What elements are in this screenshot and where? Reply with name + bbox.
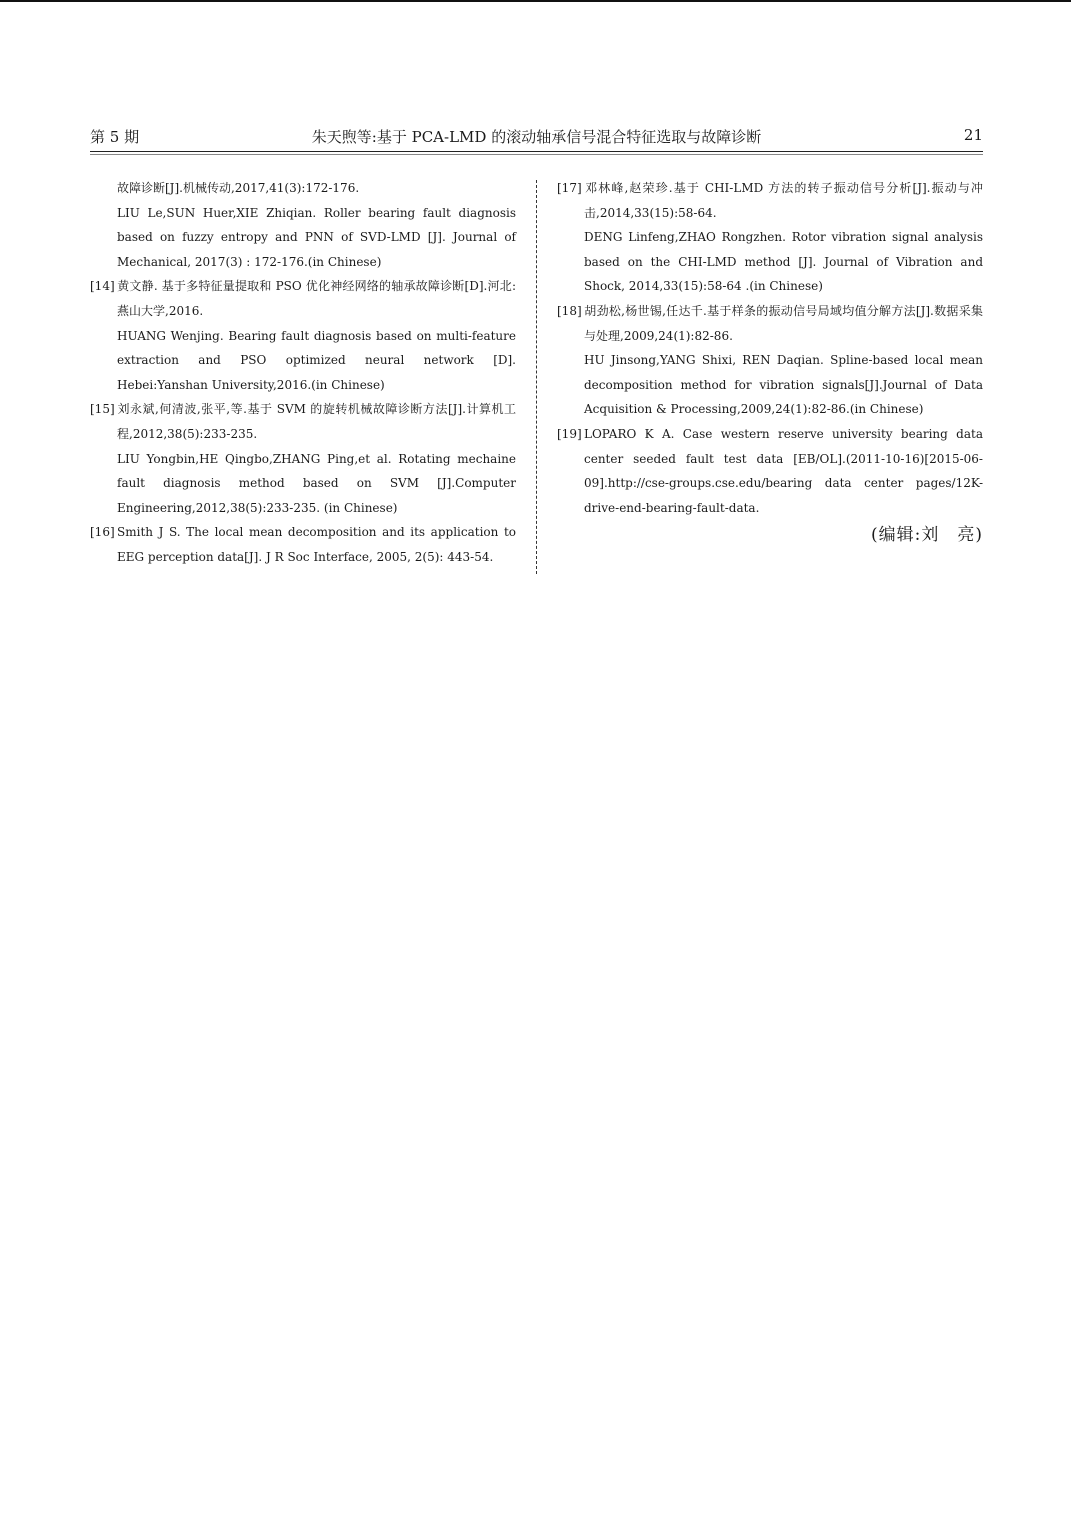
reference-en: HUANG Wenjing. Bearing fault diagnosis based on multi-feature extraction and PSO optimized neural network [D]. Hebei:Yanshan University,2016.(in Chinese) [117, 328, 516, 392]
reference-en: LIU Le,SUN Huer,XIE Zhiqian. Roller bearing fault diagnosis based on fuzzy entropy and PNN of SVD-LMD [J]. Journal of Mechanical, 2017(3) : 172-176.(in Chinese) [117, 205, 516, 269]
reference-zh: 故障诊断[J].机械传动,2017,41(3):172-176. [117, 181, 360, 195]
reference-number: [16] [90, 525, 115, 540]
reference-zh-text: 黄文静. 基于多特征量提取和 PSO 优化神经网络的轴承故障诊断[D].河北:燕山大学,2016. [117, 279, 516, 318]
issue-label: 第 5 期 [90, 128, 140, 146]
header-rule-thin [90, 154, 983, 155]
reference-number: [18] [557, 303, 582, 318]
editor-credit: (编辑:刘 亮) [871, 525, 983, 546]
reference-text: LOPARO K A. Case western reserve university bearing data center seeded fault test data [EB/OL].(2011-10-16)[2015-06-09].http://cse-groups.cse.edu/bearing data center pages/12K-drive-end-bearing-fault-data. [584, 426, 983, 515]
reference-zh-text: 邓林峰,赵荣珍.基于 CHI-LMD 方法的转子振动信号分析[J].振动与冲击,2014,33(15):58-64. [584, 181, 983, 220]
header-rule [90, 151, 983, 152]
reference-en: DENG Linfeng,ZHAO Rongzhen. Rotor vibration signal analysis based on the CHI-LMD method [J]. Journal of Vibration and Shock, 2014,33(15):58-64 .(in Chinese) [584, 230, 983, 294]
reference-number: [19] [557, 426, 582, 441]
reference-18 [557, 299, 983, 422]
reference-en: LIU Yongbin,HE Qingbo,ZHANG Ping,et al. Rotating mechaine fault diagnosis method based on SVM [J].Computer Engineering,2012,38(5):233-235. (in Chinese) [117, 451, 516, 515]
reference-14 [90, 274, 516, 397]
reference-13-continuation [90, 176, 516, 274]
reference-zh-text: 胡劲松,杨世锡,任达千.基于样条的振动信号局域均值分解方法[J].数据采集与处理,2009,24(1):82-86. [584, 303, 983, 343]
reference-text: Smith J S. The local mean decomposition and its application to EEG perception data[J]. J R Soc Interface, 2005, 2(5): 443-54. [117, 525, 516, 564]
reference-15 [90, 397, 516, 520]
reference-zh [557, 299, 983, 348]
running-header [90, 126, 983, 150]
column-divider [536, 180, 537, 574]
reference-zh-text: 刘永斌,何清波,张平,等.基于 SVM 的旋转机械故障诊断方法[J].计算机工程,2012,38(5):233-235. [117, 402, 516, 441]
reference-en: HU Jinsong,YANG Shixi, REN Daqian. Spline-based local mean decomposition method for vibration signals[J].Journal of Data Acquisition & Processing,2009,24(1):82-86.(in Chinese) [584, 353, 983, 417]
reference-19 [557, 422, 983, 520]
running-title: 朱天煦等:基于 PCA-LMD 的滚动轴承信号混合特征选取与故障诊断 [311, 128, 762, 146]
reference-16 [90, 520, 516, 569]
reference-17 [557, 176, 983, 299]
page-number: 21 [963, 126, 983, 144]
reference-zh [90, 520, 516, 569]
reference-zh [90, 274, 516, 323]
reference-number: [17] [557, 181, 582, 195]
references-left-column [90, 176, 516, 570]
references-right-column [557, 176, 983, 548]
reference-zh [90, 397, 516, 446]
reference-zh [557, 176, 983, 225]
reference-number: [14] [90, 279, 115, 294]
top-border-rule [0, 0, 1071, 2]
reference-number: [15] [90, 402, 115, 417]
reference-zh [557, 422, 983, 520]
